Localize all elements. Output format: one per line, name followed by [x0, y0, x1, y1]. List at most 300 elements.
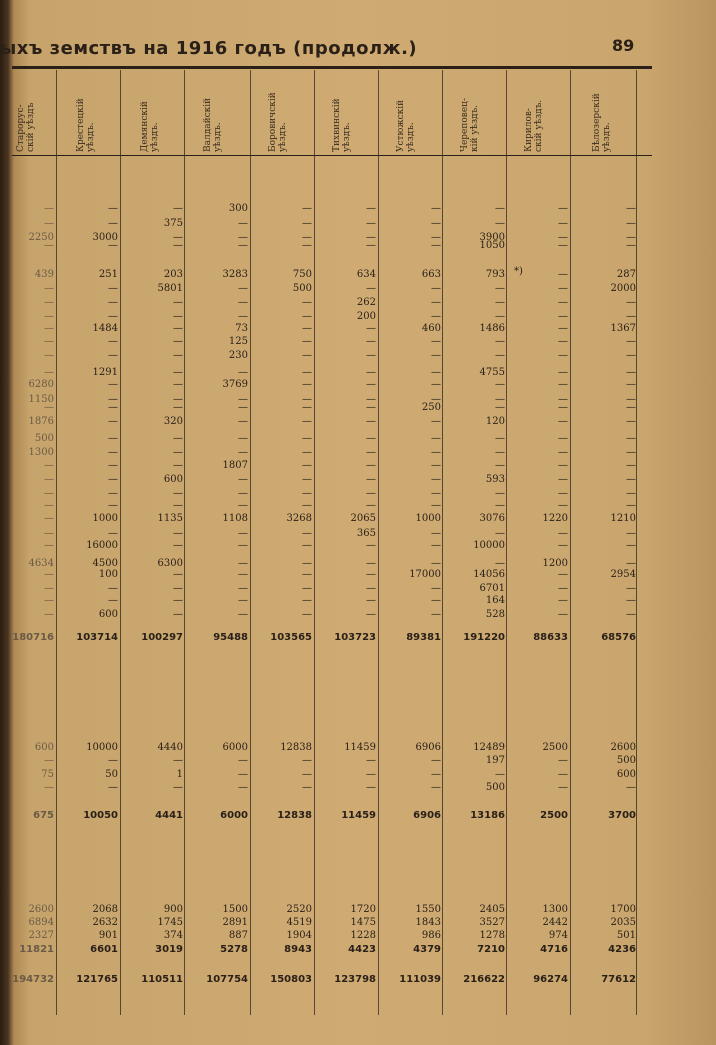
table-cell: — [238, 402, 248, 413]
table-cell: — [431, 367, 441, 378]
table-cell: 6000 [222, 742, 248, 753]
table-cell: — [44, 500, 54, 511]
total-cell: 6906 [413, 810, 441, 821]
table-cell: — [366, 394, 376, 405]
column-header: Череповец- кій уѣздъ. [460, 97, 480, 152]
table-cell: — [558, 528, 568, 539]
column-header: Боровичскій уѣздъ. [268, 92, 288, 152]
column-header: Старорус- скій уѣздъ [16, 102, 36, 152]
table-cell: — [108, 583, 118, 594]
table-cell: — [108, 500, 118, 511]
table-cell: — [44, 583, 54, 594]
footnote-marker: *) [514, 266, 523, 277]
table-cell: — [366, 488, 376, 499]
table-cell: 986 [421, 930, 441, 941]
table-cell: — [626, 367, 636, 378]
table-cell: 1220 [542, 513, 568, 524]
table-cell: — [431, 416, 441, 427]
table-cell: 528 [485, 609, 505, 620]
table-cell: 500 [292, 283, 312, 294]
table-cell: — [366, 203, 376, 214]
column-header-rule [12, 155, 652, 156]
column-divider [120, 70, 121, 1015]
table-cell: — [626, 402, 636, 413]
table-cell: — [108, 755, 118, 766]
table-cell: 17000 [409, 569, 441, 580]
table-cell: — [302, 416, 312, 427]
table-cell: — [495, 394, 505, 405]
table-cell: 3527 [479, 917, 505, 928]
table-cell: — [173, 782, 183, 793]
table-cell: — [495, 297, 505, 308]
table-cell: 2520 [286, 904, 312, 915]
table-cell: — [302, 769, 312, 780]
table-cell: — [238, 297, 248, 308]
table-cell: — [108, 379, 118, 390]
table-cell: — [495, 528, 505, 539]
table-cell: — [431, 782, 441, 793]
table-cell: — [108, 283, 118, 294]
table-cell: — [366, 755, 376, 766]
total-cell: 123798 [334, 974, 376, 985]
table-cell: — [558, 500, 568, 511]
table-cell: — [431, 528, 441, 539]
table-cell: — [302, 379, 312, 390]
table-cell: — [108, 350, 118, 361]
table-cell: — [495, 769, 505, 780]
table-cell: — [173, 583, 183, 594]
table-cell: — [626, 447, 636, 458]
table-cell: — [238, 311, 248, 322]
table-cell: — [44, 488, 54, 499]
table-cell: — [302, 394, 312, 405]
table-cell: 600 [34, 742, 54, 753]
table-cell: 1000 [415, 513, 441, 524]
table-cell: 593 [485, 474, 505, 485]
table-cell: — [431, 311, 441, 322]
table-cell: — [44, 203, 54, 214]
table-cell: 3076 [479, 513, 505, 524]
column-divider [184, 70, 185, 1015]
total-cell: 5278 [220, 944, 248, 955]
table-cell: — [44, 283, 54, 294]
table-cell: — [44, 350, 54, 361]
table-cell: — [626, 394, 636, 405]
table-cell: — [366, 569, 376, 580]
table-cell: 1904 [286, 930, 312, 941]
table-cell: — [238, 232, 248, 243]
table-cell: — [626, 218, 636, 229]
table-cell: — [431, 203, 441, 214]
total-cell: 11459 [341, 810, 376, 821]
table-cell: 6701 [479, 583, 505, 594]
column-header: Кирилов- скій уѣздъ. [524, 99, 544, 152]
table-cell: 4519 [286, 917, 312, 928]
table-cell: — [302, 488, 312, 499]
table-cell: — [366, 379, 376, 390]
table-cell: — [108, 336, 118, 347]
table-cell: 1876 [28, 416, 54, 427]
total-cell: 107754 [206, 974, 248, 985]
table-cell: — [44, 540, 54, 551]
table-cell: 1135 [157, 513, 183, 524]
table-cell: 500 [485, 782, 505, 793]
table-cell: — [558, 297, 568, 308]
table-cell: — [302, 447, 312, 458]
table-cell: 16000 [86, 540, 118, 551]
table-cell: 230 [228, 350, 248, 361]
table-cell: — [302, 500, 312, 511]
table-cell: 2065 [350, 513, 376, 524]
table-cell: — [431, 232, 441, 243]
table-cell: — [108, 416, 118, 427]
table-cell: — [558, 569, 568, 580]
table-cell: — [626, 240, 636, 251]
total-cell: 111039 [399, 974, 441, 985]
table-cell: — [108, 782, 118, 793]
table-cell: 793 [485, 269, 505, 280]
table-cell: — [366, 323, 376, 334]
table-cell: — [558, 769, 568, 780]
table-cell: — [626, 232, 636, 243]
table-cell: 2068 [92, 904, 118, 915]
table-cell: — [173, 350, 183, 361]
total-cell: 103723 [334, 632, 376, 643]
table-cell: — [173, 203, 183, 214]
table-cell: — [302, 595, 312, 606]
table-cell: — [302, 402, 312, 413]
total-cell: 4423 [348, 944, 376, 955]
column-header: Бѣлозерскій уѣздъ. [592, 93, 612, 152]
table-cell: 250 [421, 402, 441, 413]
table-cell: — [366, 595, 376, 606]
table-cell: 300 [228, 203, 248, 214]
table-cell: — [108, 240, 118, 251]
table-cell: — [108, 203, 118, 214]
table-cell: — [431, 583, 441, 594]
table-cell: 251 [98, 269, 118, 280]
table-cell: — [302, 540, 312, 551]
table-cell: 1720 [350, 904, 376, 915]
table-cell: — [431, 379, 441, 390]
table-cell: — [238, 609, 248, 620]
table-cell: 14056 [473, 569, 505, 580]
total-cell: 150803 [270, 974, 312, 985]
table-cell: 200 [356, 311, 376, 322]
table-cell: 2600 [28, 904, 54, 915]
table-cell: — [431, 769, 441, 780]
table-cell: — [238, 488, 248, 499]
table-cell: 634 [356, 269, 376, 280]
table-cell: — [626, 782, 636, 793]
table-cell: — [558, 460, 568, 471]
table-cell: — [173, 240, 183, 251]
table-cell: — [626, 474, 636, 485]
table-cell: 2442 [542, 917, 568, 928]
table-cell: — [44, 402, 54, 413]
table-cell: — [366, 433, 376, 444]
table-cell: — [302, 569, 312, 580]
table-cell: — [558, 203, 568, 214]
table-cell: 663 [421, 269, 441, 280]
table-cell: — [238, 394, 248, 405]
table-cell: — [173, 609, 183, 620]
table-cell: 501 [616, 930, 636, 941]
table-cell: — [626, 379, 636, 390]
table-cell: — [431, 500, 441, 511]
table-cell: — [431, 336, 441, 347]
table-cell: 887 [228, 930, 248, 941]
table-cell: 1 [176, 769, 183, 780]
table-cell: 1807 [222, 460, 248, 471]
table-cell: — [558, 595, 568, 606]
table-cell: — [366, 558, 376, 569]
total-cell: 191220 [463, 632, 505, 643]
total-cell: 12838 [277, 810, 312, 821]
table-cell: — [366, 350, 376, 361]
table-cell: — [558, 311, 568, 322]
table-cell: — [558, 336, 568, 347]
table-cell: — [108, 402, 118, 413]
column-header: Тихвинскій уѣздъ. [332, 98, 352, 152]
table-cell: — [108, 447, 118, 458]
table-cell: — [44, 755, 54, 766]
total-cell: 89381 [406, 632, 441, 643]
table-cell: 1108 [222, 513, 248, 524]
table-cell: — [44, 367, 54, 378]
table-cell: — [302, 583, 312, 594]
table-cell: — [626, 595, 636, 606]
table-cell: 3000 [92, 232, 118, 243]
table-cell: 3283 [222, 269, 248, 280]
table-cell: — [173, 488, 183, 499]
table-cell: — [558, 583, 568, 594]
table-cell: — [44, 595, 54, 606]
table-cell: 600 [163, 474, 183, 485]
table-cell: — [302, 336, 312, 347]
table-cell: — [626, 336, 636, 347]
total-cell: 6000 [220, 810, 248, 821]
table-cell: — [108, 528, 118, 539]
table-cell: 4500 [92, 558, 118, 569]
table-cell: — [495, 336, 505, 347]
table-cell: — [431, 218, 441, 229]
total-cell: 11821 [19, 944, 54, 955]
table-cell: — [558, 240, 568, 251]
total-cell: 121765 [76, 974, 118, 985]
table-cell: 11459 [344, 742, 376, 753]
table-cell: — [626, 540, 636, 551]
header-rule [12, 66, 652, 69]
table-cell: — [626, 500, 636, 511]
table-cell: — [495, 558, 505, 569]
table-cell: — [558, 283, 568, 294]
table-cell: — [431, 540, 441, 551]
table-cell: 439 [34, 269, 54, 280]
table-cell: — [44, 460, 54, 471]
table-cell: — [366, 609, 376, 620]
table-cell: — [558, 447, 568, 458]
table-cell: — [431, 394, 441, 405]
table-cell: — [431, 460, 441, 471]
table-cell: 203 [163, 269, 183, 280]
table-cell: 1367 [610, 323, 636, 334]
table-cell: 1300 [28, 447, 54, 458]
table-cell: 2954 [610, 569, 636, 580]
column-header: Устюжскій уѣздъ. [396, 99, 416, 152]
table-cell: 1200 [542, 558, 568, 569]
table-cell: 50 [105, 769, 118, 780]
table-cell: 120 [485, 416, 505, 427]
table-cell: 1150 [28, 394, 54, 405]
total-cell: 180716 [12, 632, 54, 643]
total-cell: 6601 [90, 944, 118, 955]
table-cell: 2500 [542, 742, 568, 753]
table-cell: — [626, 460, 636, 471]
table-cell: — [173, 595, 183, 606]
table-cell: — [626, 488, 636, 499]
total-cell: 2500 [540, 810, 568, 821]
column-divider [442, 70, 443, 1015]
table-cell: — [173, 336, 183, 347]
table-cell: — [558, 367, 568, 378]
table-cell: — [431, 609, 441, 620]
table-cell: 1745 [157, 917, 183, 928]
table-cell: 900 [163, 904, 183, 915]
table-cell: 901 [98, 930, 118, 941]
table-cell: 1486 [479, 323, 505, 334]
table-cell: — [558, 755, 568, 766]
table-cell: — [495, 488, 505, 499]
table-cell: 1475 [350, 917, 376, 928]
table-cell: 600 [616, 769, 636, 780]
table-cell: — [302, 240, 312, 251]
table-cell: — [302, 474, 312, 485]
table-cell: — [173, 433, 183, 444]
total-cell: 4236 [608, 944, 636, 955]
table-cell: 365 [356, 528, 376, 539]
table-cell: — [366, 240, 376, 251]
table-cell: 12838 [280, 742, 312, 753]
table-cell: — [173, 500, 183, 511]
table-cell: — [431, 488, 441, 499]
table-cell: 6894 [28, 917, 54, 928]
table-cell: — [173, 394, 183, 405]
table-cell: — [431, 433, 441, 444]
table-cell: — [366, 782, 376, 793]
table-cell: — [238, 367, 248, 378]
total-cell: 194732 [12, 974, 54, 985]
table-cell: — [173, 232, 183, 243]
table-cell: — [108, 297, 118, 308]
table-cell: — [173, 367, 183, 378]
table-cell: — [558, 232, 568, 243]
total-cell: 4441 [155, 810, 183, 821]
table-cell: — [302, 350, 312, 361]
table-cell: — [558, 218, 568, 229]
table-cell: — [626, 583, 636, 594]
table-cell: — [302, 218, 312, 229]
table-cell: — [302, 433, 312, 444]
table-cell: 500 [34, 433, 54, 444]
table-cell: — [173, 755, 183, 766]
table-cell: — [238, 782, 248, 793]
table-cell: — [558, 394, 568, 405]
table-cell: 4440 [157, 742, 183, 753]
total-cell: 216622 [463, 974, 505, 985]
table-cell: 1291 [92, 367, 118, 378]
table-cell: — [626, 416, 636, 427]
table-cell: — [495, 460, 505, 471]
table-cell: 4755 [479, 367, 505, 378]
table-cell: — [626, 297, 636, 308]
table-cell: 1500 [222, 904, 248, 915]
column-divider [378, 70, 379, 1015]
total-cell: 10050 [83, 810, 118, 821]
table-cell: — [626, 350, 636, 361]
table-cell: 164 [485, 595, 505, 606]
table-cell: 460 [421, 323, 441, 334]
column-header: Валдайскій уѣздъ. [203, 97, 223, 152]
table-cell: — [238, 416, 248, 427]
table-cell: — [495, 311, 505, 322]
page-header-title: ыхъ земствъ на 1916 годъ (продолж.) [0, 38, 418, 59]
table-cell: — [238, 474, 248, 485]
table-cell: — [173, 297, 183, 308]
table-cell: — [366, 218, 376, 229]
table-cell: 2405 [479, 904, 505, 915]
table-cell: — [238, 769, 248, 780]
page-number: 89 [612, 36, 635, 55]
table-cell: 1210 [610, 513, 636, 524]
table-cell: — [558, 269, 568, 280]
table-cell: — [44, 297, 54, 308]
table-cell: — [44, 240, 54, 251]
total-cell: 4379 [413, 944, 441, 955]
table-cell: 2327 [28, 930, 54, 941]
table-cell: — [431, 558, 441, 569]
total-cell: 4716 [540, 944, 568, 955]
table-cell: 2632 [92, 917, 118, 928]
table-cell: — [495, 500, 505, 511]
table-cell: — [173, 528, 183, 539]
table-cell: 3268 [286, 513, 312, 524]
table-cell: — [302, 528, 312, 539]
table-cell: — [108, 595, 118, 606]
table-cell: — [558, 379, 568, 390]
table-cell: — [366, 416, 376, 427]
table-cell: — [44, 609, 54, 620]
total-cell: 95488 [213, 632, 248, 643]
table-cell: — [302, 460, 312, 471]
table-cell: — [238, 755, 248, 766]
table-cell: 375 [163, 218, 183, 229]
table-cell: — [495, 402, 505, 413]
table-cell: — [495, 218, 505, 229]
table-cell: 4634 [28, 558, 54, 569]
total-cell: 100297 [141, 632, 183, 643]
table-cell: 1228 [350, 930, 376, 941]
table-cell: — [558, 474, 568, 485]
table-cell: 2035 [610, 917, 636, 928]
table-cell: — [173, 311, 183, 322]
table-cell: — [302, 232, 312, 243]
table-cell: — [558, 350, 568, 361]
table-cell: 3769 [222, 379, 248, 390]
table-cell: — [302, 782, 312, 793]
table-cell: 1550 [415, 904, 441, 915]
table-cell: 125 [228, 336, 248, 347]
